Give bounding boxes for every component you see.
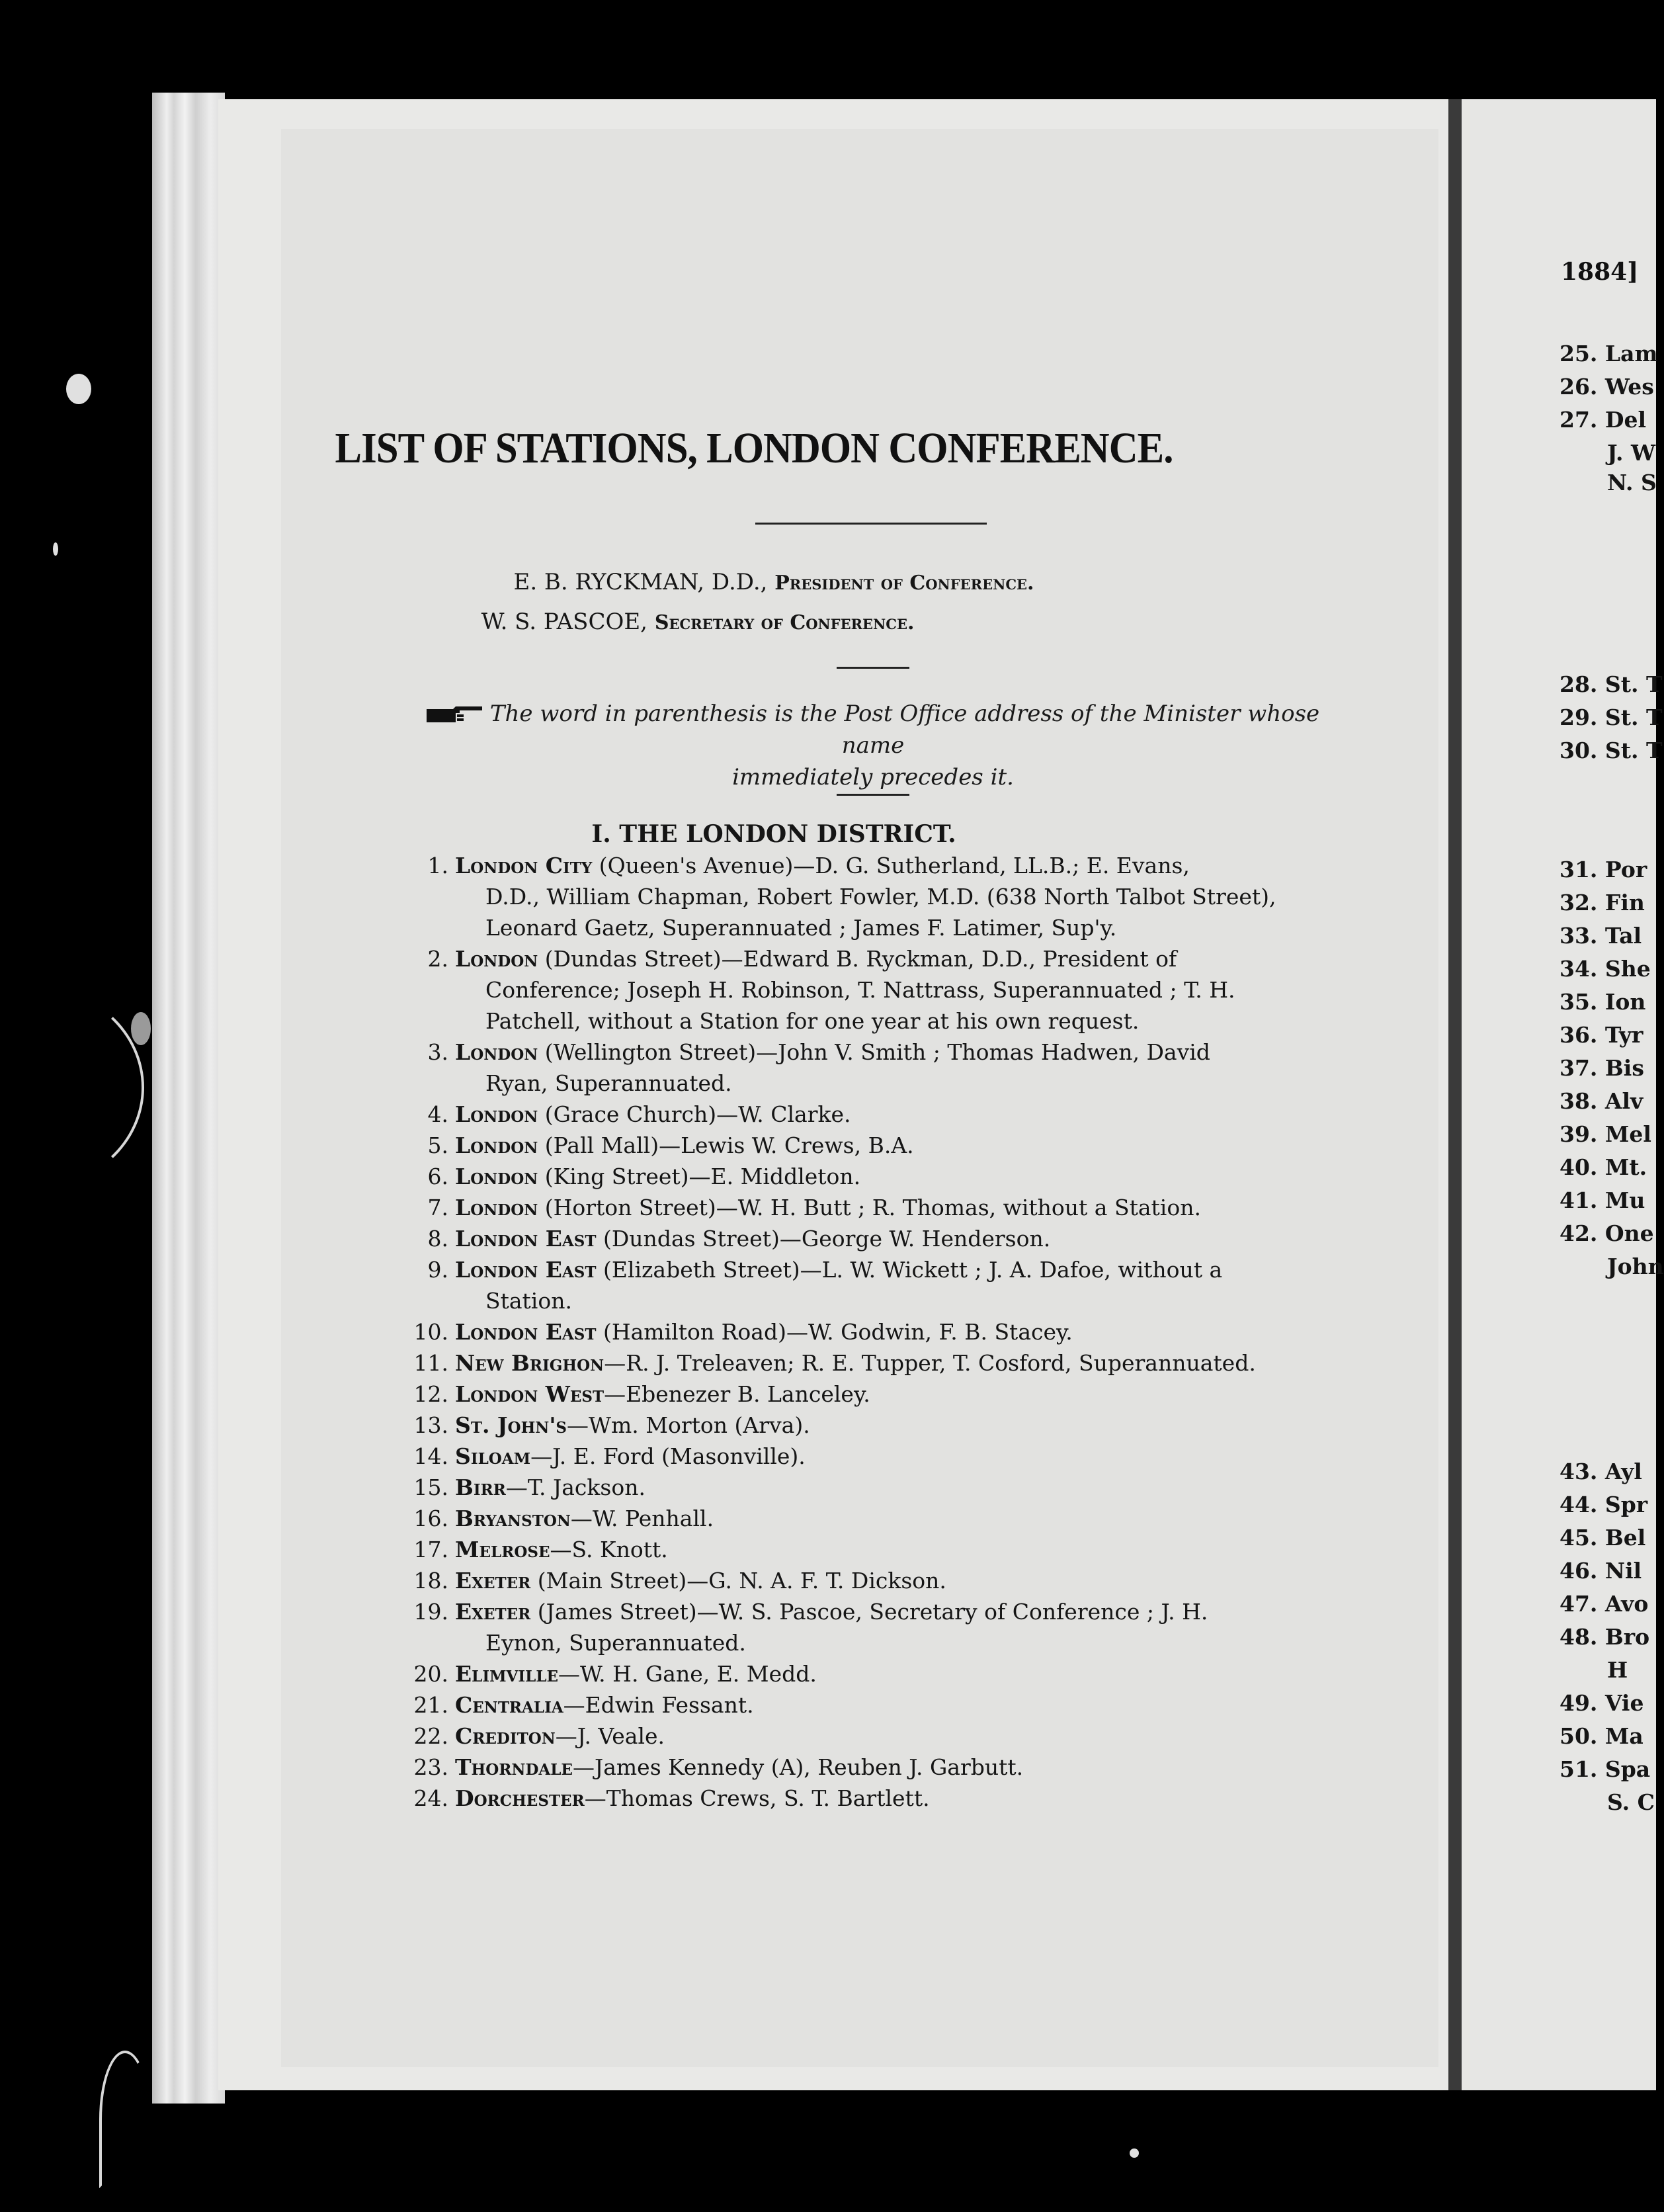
entry-line: Leonard Gaetz, Superannuated ; James F. Latimer, Sup'y. xyxy=(485,915,1117,941)
entry-line xyxy=(455,1192,1329,1223)
entry-line xyxy=(455,1503,1329,1534)
station-name: London West xyxy=(455,1381,604,1407)
entry-number: 16. xyxy=(413,1506,448,1531)
station-name: Melrose xyxy=(455,1537,550,1562)
president-name: E. B. RYCKMAN, D.D., xyxy=(513,569,768,595)
entry-line: Patchell, without a Station for one year at his own request. xyxy=(485,1008,1140,1034)
station-name: London xyxy=(455,1195,538,1220)
entry-line xyxy=(455,1441,1329,1472)
entry-line xyxy=(455,850,1329,881)
right-page-item: 49. Vie xyxy=(1560,1690,1644,1716)
station-entry xyxy=(410,1192,1329,1223)
entry-line xyxy=(455,1658,1329,1689)
station-name: Exeter xyxy=(455,1568,531,1594)
address-note xyxy=(410,698,1336,793)
entry-line xyxy=(455,1410,1329,1441)
entry-line-text: —Thomas Crews, S. T. Bartlett. xyxy=(584,1785,930,1811)
right-page-item: 25. Lam xyxy=(1560,341,1658,366)
entry-text xyxy=(455,1472,1329,1503)
entry-number: 11. xyxy=(413,1350,448,1376)
president-role: President of Conference. xyxy=(774,572,1034,595)
station-entry xyxy=(410,1130,1329,1161)
officer-rule xyxy=(837,667,909,669)
station-entry xyxy=(410,1783,1329,1814)
entry-line xyxy=(455,1254,1329,1285)
station-entry xyxy=(410,1689,1329,1721)
entry-text xyxy=(455,1441,1329,1472)
right-page-item: 36. Tyr xyxy=(1560,1022,1643,1048)
entry-number: 21. xyxy=(413,1692,448,1718)
entry-line-text: (Pall Mall)—Lewis W. Crews, B.A. xyxy=(538,1132,914,1158)
entry-text xyxy=(455,1721,1329,1752)
entry-text xyxy=(455,1752,1329,1783)
entry-number: 1. xyxy=(427,853,448,878)
entry-number: 20. xyxy=(413,1661,448,1687)
right-page-item: 34. She xyxy=(1560,956,1651,982)
entry-text xyxy=(455,1658,1329,1689)
station-name: Crediton xyxy=(455,1723,556,1749)
right-page-item: 47. Avo xyxy=(1560,1591,1649,1617)
right-page-header: 1884] xyxy=(1561,258,1639,286)
station-name: London xyxy=(455,1132,538,1158)
station-name: London East xyxy=(455,1226,597,1252)
entry-number: 15. xyxy=(413,1474,448,1500)
entry-line-text: —J. E. Ford (Masonville). xyxy=(530,1443,806,1469)
stray-thread xyxy=(99,2051,151,2188)
station-name: London xyxy=(455,946,538,972)
station-name: Thorndale xyxy=(455,1754,573,1780)
entry-line-text: (Dundas Street)—George W. Henderson. xyxy=(596,1226,1051,1252)
right-page-item: 42. One xyxy=(1560,1220,1654,1246)
station-entry xyxy=(410,1752,1329,1783)
entry-line xyxy=(455,1472,1329,1503)
right-page-item: 43. Ayl xyxy=(1560,1459,1642,1484)
right-page-item: 33. Tal xyxy=(1560,923,1642,949)
entry-number: 24. xyxy=(413,1785,448,1811)
entry-line xyxy=(455,1752,1329,1783)
note-line-1: The word in parenthesis is the Post Office address of the Minister whose name xyxy=(489,701,1320,759)
entry-line-text: —T. Jackson. xyxy=(505,1474,645,1500)
note-line-2: immediately precedes it. xyxy=(732,764,1014,790)
entry-line-text: (Elizabeth Street)—L. W. Wickett ; J. A. Dafoe, without a xyxy=(596,1257,1223,1283)
station-entry xyxy=(410,1161,1329,1192)
entry-line-text: —Edwin Fessant. xyxy=(563,1692,754,1718)
station-entry xyxy=(410,943,1329,1037)
entry-line-text: (Queen's Avenue)—D. G. Sutherland, LL.B.; E. Evans, xyxy=(592,853,1190,878)
entry-text xyxy=(455,943,1329,1037)
entry-number: 23. xyxy=(413,1754,448,1780)
station-name: London xyxy=(455,1164,538,1189)
entry-text xyxy=(455,1534,1329,1565)
right-page-item: S. C xyxy=(1607,1789,1655,1815)
title-rule xyxy=(755,523,987,525)
station-entry xyxy=(410,1472,1329,1503)
station-entry xyxy=(410,1379,1329,1410)
right-page-item: 41. Mu xyxy=(1560,1187,1645,1213)
entry-line xyxy=(455,1099,1329,1130)
right-page-item: 39. Mel xyxy=(1560,1121,1651,1147)
entry-line xyxy=(455,1223,1329,1254)
entry-text xyxy=(455,1316,1329,1347)
station-name: London City xyxy=(455,853,593,878)
entry-number: 10. xyxy=(413,1319,448,1345)
right-page-item: 48. Bro xyxy=(1560,1624,1650,1650)
station-name: Bryanston xyxy=(455,1506,571,1531)
right-page-item: N. S xyxy=(1607,470,1657,495)
dust-speck xyxy=(53,542,58,556)
entry-line xyxy=(455,1130,1329,1161)
entry-text xyxy=(455,1503,1329,1534)
station-entry xyxy=(410,1658,1329,1689)
station-name: Centralia xyxy=(455,1692,563,1718)
entry-number: 9. xyxy=(427,1257,448,1283)
station-entry xyxy=(410,1565,1329,1596)
entry-line xyxy=(455,1379,1329,1410)
district-heading: I. THE LONDON DISTRICT. xyxy=(591,820,956,848)
pointing-hand-icon xyxy=(427,705,483,725)
entry-number: 3. xyxy=(427,1039,448,1065)
entry-line-text: (Main Street)—G. N. A. F. T. Dickson. xyxy=(530,1568,946,1594)
station-name: London East xyxy=(455,1319,597,1345)
entry-number: 6. xyxy=(427,1164,448,1189)
entry-line-text: (Grace Church)—W. Clarke. xyxy=(538,1101,851,1127)
dust-speck xyxy=(1130,2148,1139,2158)
entry-line xyxy=(455,1534,1329,1565)
station-entry xyxy=(410,1410,1329,1441)
entry-line xyxy=(455,943,1329,974)
entry-line xyxy=(455,1316,1329,1347)
right-page-item: 35. Ion xyxy=(1560,989,1646,1015)
entry-line: Ryan, Superannuated. xyxy=(485,1070,732,1096)
entry-line-text: (Wellington Street)—John V. Smith ; Thomas Hadwen, David xyxy=(538,1039,1210,1065)
station-entry xyxy=(410,1037,1329,1099)
entry-text xyxy=(455,1347,1329,1379)
right-page-item: 28. St. T xyxy=(1560,671,1663,697)
station-entry xyxy=(410,1099,1329,1130)
station-name: Exeter xyxy=(455,1599,531,1625)
entry-line xyxy=(455,1689,1329,1721)
right-page-item: H xyxy=(1607,1657,1628,1683)
president-line xyxy=(225,569,1323,595)
station-entry xyxy=(410,1721,1329,1752)
station-entry xyxy=(410,1223,1329,1254)
entry-line-text: —J. Veale. xyxy=(555,1723,665,1749)
entry-number: 5. xyxy=(427,1132,448,1158)
book-gutter xyxy=(1448,99,1462,2090)
entry-text xyxy=(455,1565,1329,1596)
right-page-item: 31. Por xyxy=(1560,857,1647,882)
entry-number: 12. xyxy=(413,1381,448,1407)
entry-text xyxy=(455,1130,1329,1161)
right-page-item: 40. Mt. xyxy=(1560,1154,1647,1180)
right-page-item: 27. Del xyxy=(1560,407,1647,433)
note-rule xyxy=(837,794,909,796)
entry-line-text: (Dundas Street)—Edward B. Ryckman, D.D., President of xyxy=(538,946,1177,972)
station-name: New Brighon xyxy=(455,1350,604,1376)
right-page-item: 45. Bel xyxy=(1560,1525,1646,1551)
right-page-item: 38. Alv xyxy=(1560,1088,1643,1114)
entry-line-text: —Ebenezer B. Lanceley. xyxy=(604,1381,870,1407)
entry-number: 13. xyxy=(413,1412,448,1438)
entry-line xyxy=(455,1783,1329,1814)
entry-line-text: —S. Knott. xyxy=(550,1537,668,1562)
entry-line xyxy=(455,1596,1329,1627)
right-page-item: 51. Spa xyxy=(1560,1756,1651,1782)
station-entry xyxy=(410,1596,1329,1658)
entry-number: 14. xyxy=(413,1443,448,1469)
entry-line: Station. xyxy=(485,1288,572,1314)
entry-line-text: (King Street)—E. Middleton. xyxy=(538,1164,861,1189)
entry-line xyxy=(455,1565,1329,1596)
entry-number: 17. xyxy=(413,1537,448,1562)
station-name: Elimville xyxy=(455,1661,559,1687)
station-name: London East xyxy=(455,1257,597,1283)
entry-text xyxy=(455,1099,1329,1130)
station-name: Birr xyxy=(455,1474,506,1500)
station-entry xyxy=(410,1316,1329,1347)
station-entry xyxy=(410,850,1329,943)
entry-number: 7. xyxy=(427,1195,448,1220)
entry-number: 22. xyxy=(413,1723,448,1749)
entry-line-text: (Horton Street)—W. H. Butt ; R. Thomas, without a Station. xyxy=(538,1195,1201,1220)
entry-line: Conference; Joseph H. Robinson, T. Nattrass, Superannuated ; T. H. xyxy=(485,977,1235,1003)
entry-text xyxy=(455,1192,1329,1223)
station-entry xyxy=(410,1441,1329,1472)
right-page-item: 30. St. T xyxy=(1560,738,1663,763)
entry-number: 4. xyxy=(427,1101,448,1127)
station-name: London xyxy=(455,1101,538,1127)
secretary-role: Secretary of Conference. xyxy=(654,611,915,634)
station-entry xyxy=(410,1503,1329,1534)
right-page-item: 44. Spr xyxy=(1560,1492,1648,1517)
entry-line-text: (Hamilton Road)—W. Godwin, F. B. Stacey. xyxy=(596,1319,1073,1345)
entry-text xyxy=(455,1689,1329,1721)
entry-number: 18. xyxy=(413,1568,448,1594)
dust-speck xyxy=(131,1012,151,1045)
entry-text xyxy=(455,1783,1329,1814)
entry-text xyxy=(455,1410,1329,1441)
entry-line-text: (James Street)—W. S. Pascoe, Secretary of Conference ; J. H. xyxy=(530,1599,1208,1625)
entry-text xyxy=(455,1223,1329,1254)
entry-line: Eynon, Superannuated. xyxy=(485,1630,746,1656)
entry-line-text: —R. J. Treleaven; R. E. Tupper, T. Cosford, Superannuated. xyxy=(604,1350,1256,1376)
entry-number: 8. xyxy=(427,1226,448,1252)
entry-text xyxy=(455,850,1329,943)
station-list xyxy=(410,850,1329,1814)
secretary-line xyxy=(149,609,1247,635)
dust-speck xyxy=(66,374,91,404)
right-page-item: 26. Wes xyxy=(1560,374,1654,400)
right-page-item: 37. Bis xyxy=(1560,1055,1644,1081)
entry-line: D.D., William Chapman, Robert Fowler, M.D. (638 North Talbot Street), xyxy=(485,884,1276,910)
station-entry xyxy=(410,1347,1329,1379)
entry-number: 19. xyxy=(413,1599,448,1625)
entry-line xyxy=(455,1721,1329,1752)
right-page-item: 32. Fin xyxy=(1560,890,1645,915)
entry-line xyxy=(455,1161,1329,1192)
station-name: London xyxy=(455,1039,538,1065)
entry-line-text: —Wm. Morton (Arva). xyxy=(567,1412,810,1438)
entry-line-text: —W. H. Gane, E. Medd. xyxy=(558,1661,817,1687)
entry-line-text: —James Kennedy (A), Reuben J. Garbutt. xyxy=(572,1754,1024,1780)
right-page-item: 29. St. T xyxy=(1560,704,1663,730)
entry-text xyxy=(455,1379,1329,1410)
station-entry xyxy=(410,1254,1329,1316)
entry-line xyxy=(455,1347,1329,1379)
stray-thread xyxy=(0,986,144,1189)
entry-text xyxy=(455,1596,1329,1658)
page-edge-stack xyxy=(152,93,225,2104)
page-title: LIST OF STATIONS, LONDON CONFERENCE. xyxy=(335,424,1173,472)
entry-text xyxy=(455,1254,1329,1316)
entry-text xyxy=(455,1161,1329,1192)
right-page-item: John xyxy=(1607,1254,1664,1279)
station-name: St. John's xyxy=(455,1412,567,1438)
secretary-name: W. S. PASCOE, xyxy=(481,609,647,635)
station-entry xyxy=(410,1534,1329,1565)
right-page-item: 50. Ma xyxy=(1560,1723,1643,1749)
entry-text xyxy=(455,1037,1329,1099)
station-name: Siloam xyxy=(455,1443,531,1469)
entry-line xyxy=(455,1037,1329,1068)
right-page-item: 46. Nil xyxy=(1560,1558,1642,1584)
entry-line-text: —W. Penhall. xyxy=(570,1506,714,1531)
right-page-item: J. W xyxy=(1607,440,1656,466)
station-name: Dorchester xyxy=(455,1785,585,1811)
entry-number: 2. xyxy=(427,946,448,972)
